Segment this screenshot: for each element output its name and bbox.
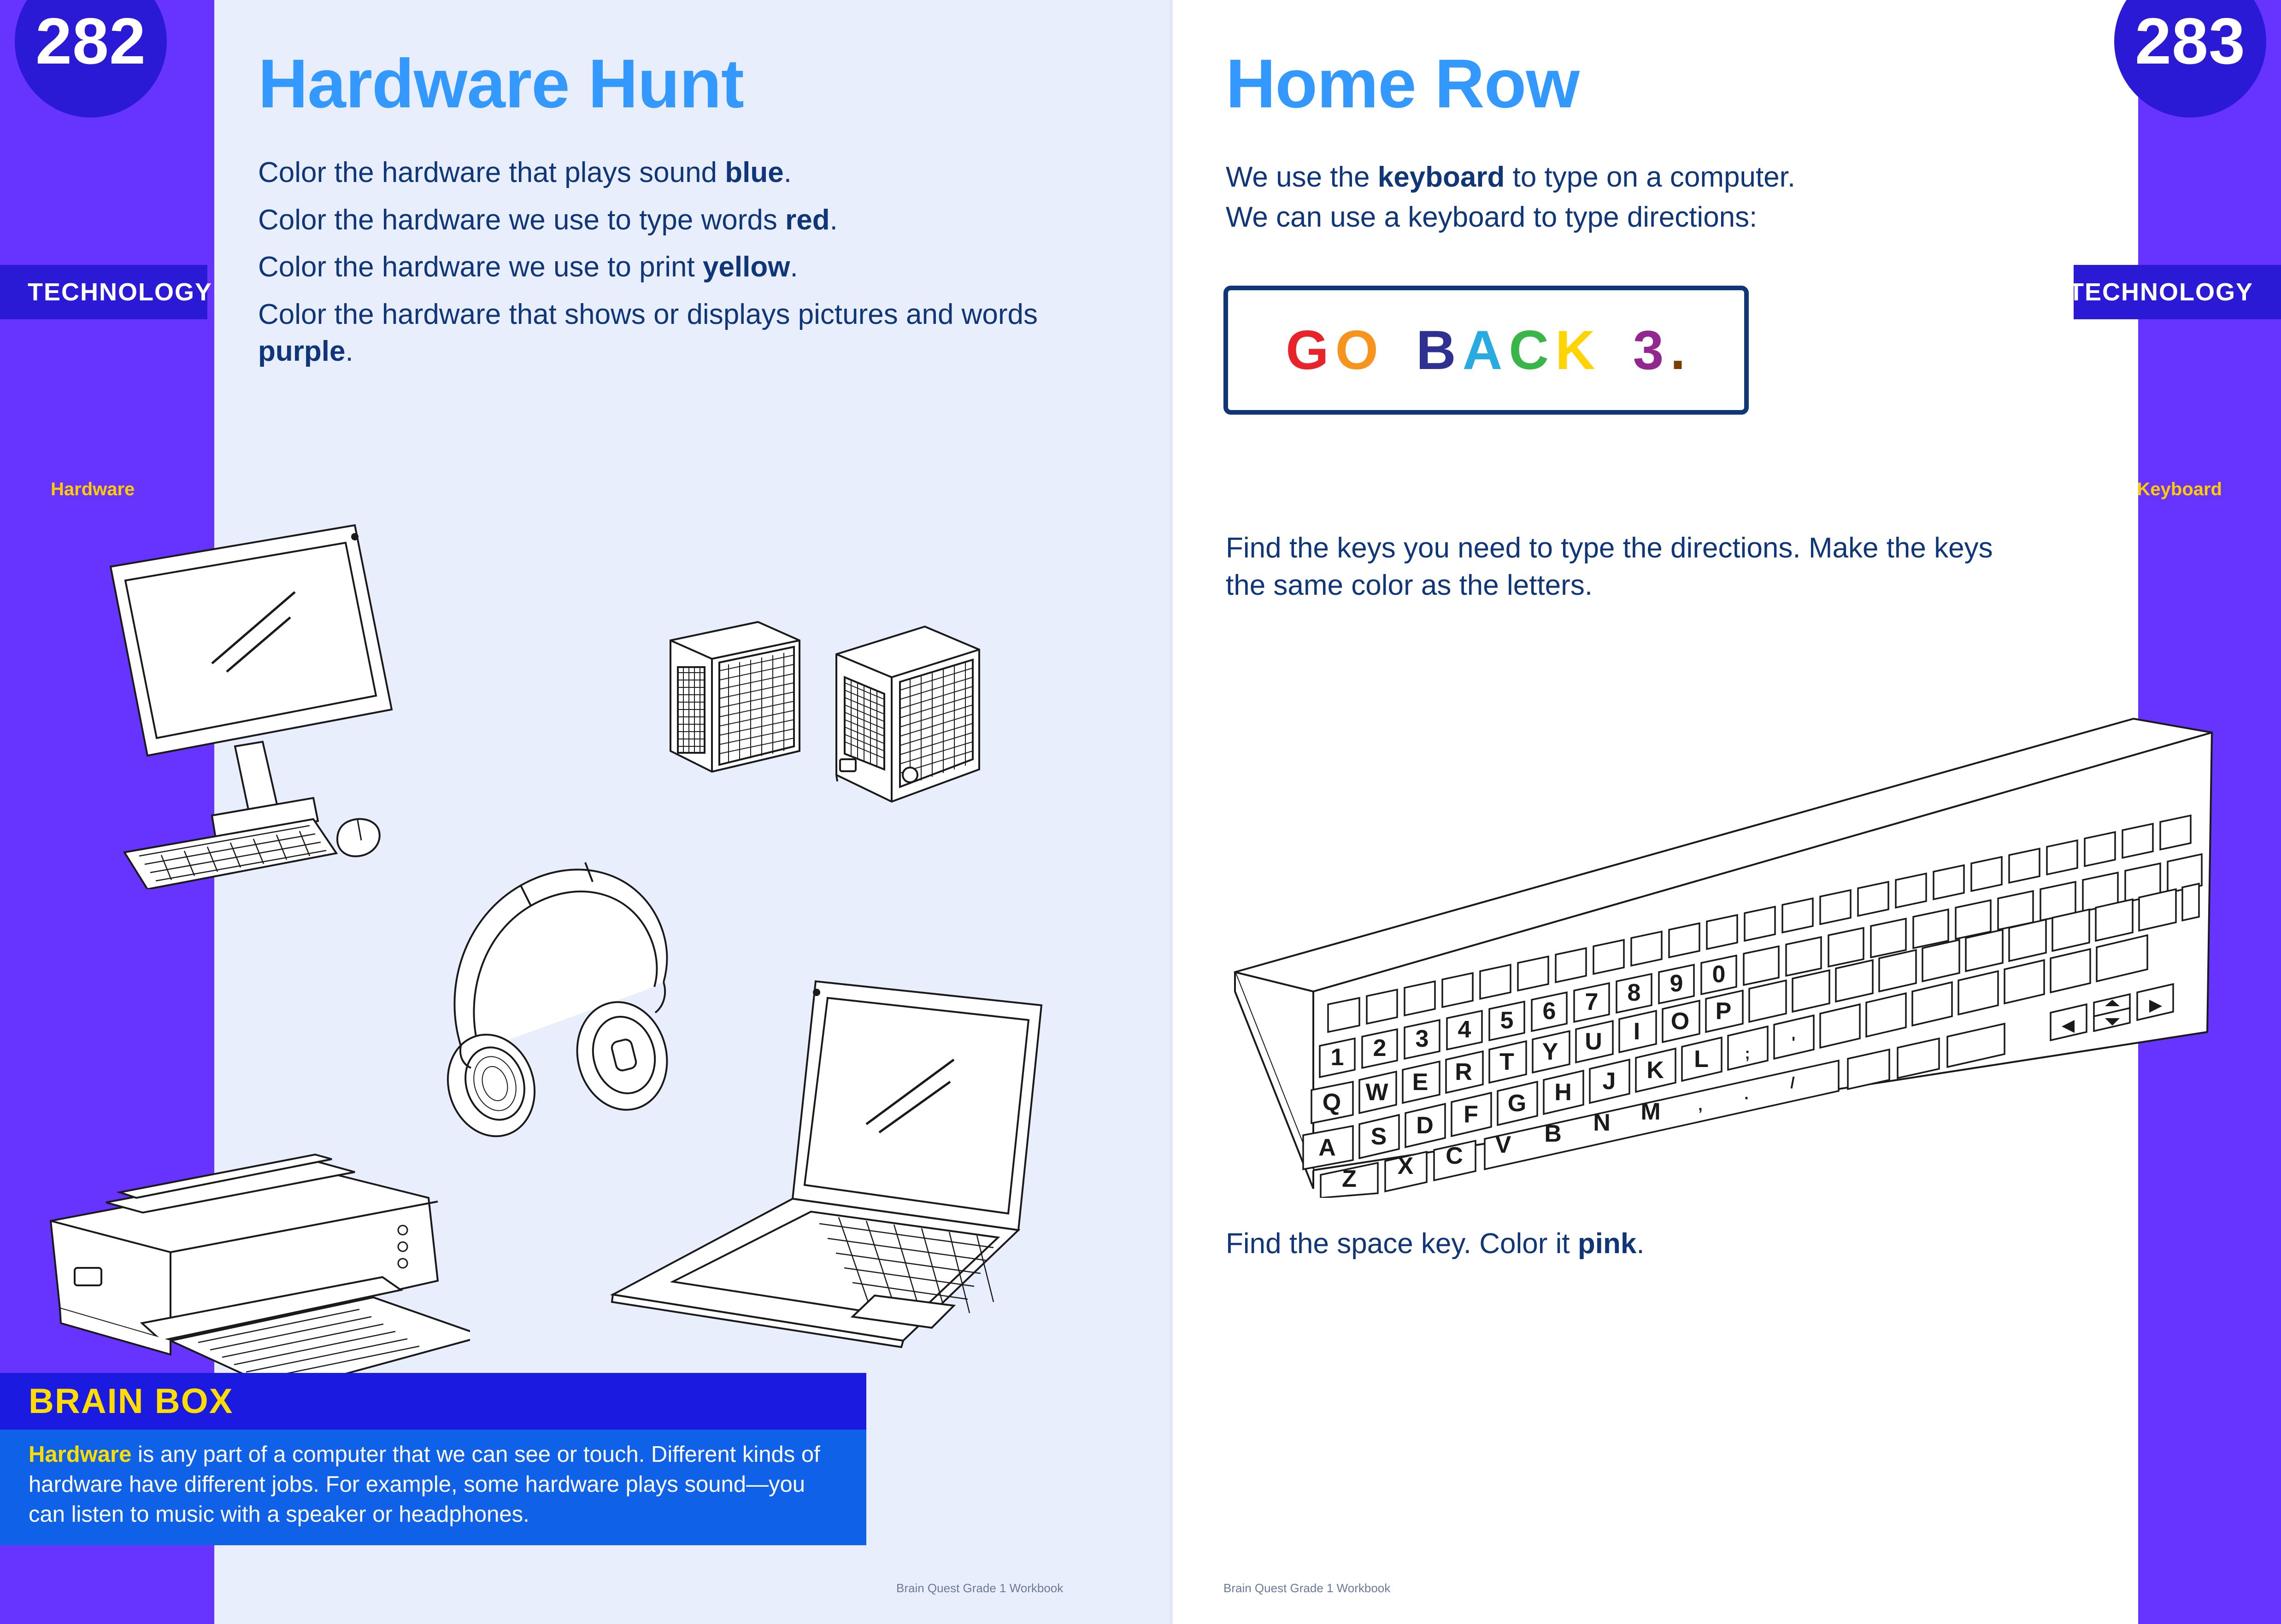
svg-text:H: H xyxy=(1554,1079,1572,1106)
directions-box xyxy=(1223,286,1749,415)
directions-letter: A xyxy=(1462,319,1504,381)
svg-text:5: 5 xyxy=(1500,1007,1514,1034)
svg-text:1: 1 xyxy=(1330,1044,1344,1071)
svg-text:C: C xyxy=(1446,1143,1463,1169)
brain-box-body xyxy=(0,1430,866,1545)
keyboard-legends xyxy=(1221,682,2226,1198)
svg-text:L: L xyxy=(1694,1046,1709,1073)
svg-text:E: E xyxy=(1412,1069,1429,1096)
svg-text:W: W xyxy=(1365,1079,1388,1106)
vocab-label-left: Hardware xyxy=(51,479,135,499)
brain-box xyxy=(0,1373,866,1545)
page-number-right: 283 xyxy=(2114,0,2266,117)
svg-text:0: 0 xyxy=(1712,961,1726,988)
svg-text:I: I xyxy=(1633,1018,1640,1045)
page-title-right: Home Row xyxy=(1226,45,1580,122)
svg-text:M: M xyxy=(1640,1098,1661,1125)
instruction-line: Color the hardware we use to type words red. xyxy=(258,204,838,236)
svg-text:T: T xyxy=(1499,1049,1514,1075)
svg-text:4: 4 xyxy=(1458,1016,1471,1043)
svg-text:U: U xyxy=(1585,1028,1602,1055)
directions-word-number xyxy=(1630,319,1689,381)
instructions-left xyxy=(258,154,1041,381)
subject-tab-right: TECHNOLOGY xyxy=(2074,265,2281,319)
svg-text:.: . xyxy=(1744,1085,1749,1103)
svg-text:J: J xyxy=(1602,1068,1616,1095)
directions-letter: O xyxy=(1335,319,1379,381)
svg-text:9: 9 xyxy=(1670,970,1683,997)
svg-text:X: X xyxy=(1397,1153,1414,1179)
svg-text:D: D xyxy=(1416,1112,1434,1139)
svg-text:N: N xyxy=(1593,1109,1611,1136)
brain-box-title: BRAIN BOX xyxy=(0,1373,866,1430)
task-space-key: Find the space key. Color it pink. xyxy=(1226,1228,1645,1260)
footer-left: Brain Quest Grade 1 Workbook xyxy=(896,1581,1064,1595)
directions-letter: G xyxy=(1286,319,1330,381)
svg-text:B: B xyxy=(1544,1120,1562,1147)
instruction-line: Color the hardware that plays sound blue. xyxy=(258,157,792,188)
directions-letter: B xyxy=(1416,319,1457,381)
subject-tab-left: TECHNOLOGY xyxy=(0,265,207,319)
artwork-desktop-computer xyxy=(97,511,558,889)
directions-letter: C xyxy=(1509,319,1550,381)
svg-text:8: 8 xyxy=(1627,979,1641,1006)
svg-text:3: 3 xyxy=(1415,1026,1429,1052)
svg-text:F: F xyxy=(1464,1101,1478,1128)
svg-text:O: O xyxy=(1670,1008,1690,1035)
svg-text:6: 6 xyxy=(1542,998,1556,1025)
svg-text:/: / xyxy=(1790,1074,1795,1092)
svg-text:S: S xyxy=(1370,1123,1387,1150)
svg-text:V: V xyxy=(1495,1132,1511,1158)
svg-text:R: R xyxy=(1455,1059,1472,1085)
intro-line: We can use a keyboard to type directions: xyxy=(1226,201,1758,233)
page-number-left: 282 xyxy=(15,0,167,117)
directions-letter: . xyxy=(1670,319,1687,381)
intro-line: We use the keyboard to type on a computer. xyxy=(1226,161,1796,193)
vocab-label-right: Keyboard xyxy=(2137,479,2222,499)
svg-text:Y: Y xyxy=(1542,1038,1558,1065)
task-find-keys: Find the keys you need to type the directions. Make the keys the same color as the letters. xyxy=(1226,532,1993,601)
svg-text:,: , xyxy=(1698,1096,1703,1114)
svg-text:Z: Z xyxy=(1342,1166,1357,1192)
svg-text:': ' xyxy=(1791,1034,1796,1051)
footer-right: Brain Quest Grade 1 Workbook xyxy=(1223,1581,1391,1595)
artwork-laptop xyxy=(590,972,1060,1354)
svg-text:A: A xyxy=(1318,1134,1336,1161)
page-title-left: Hardware Hunt xyxy=(258,45,744,122)
directions-word-back xyxy=(1413,319,1599,381)
instruction-line: Color the hardware we use to print yellow. xyxy=(258,251,798,283)
svg-text:K: K xyxy=(1646,1057,1664,1084)
svg-text:;: ; xyxy=(1745,1045,1750,1062)
svg-text:7: 7 xyxy=(1585,989,1599,1015)
svg-text:2: 2 xyxy=(1373,1035,1387,1061)
brain-box-keyword: Hardware xyxy=(29,1442,132,1467)
intro-right xyxy=(1226,159,2018,239)
directions-letter: K xyxy=(1555,319,1596,381)
directions-letter: 3 xyxy=(1633,319,1665,381)
artwork-speakers xyxy=(661,613,1044,829)
directions-word-go xyxy=(1283,319,1382,381)
instruction-line: Color the hardware that shows or displays pictures and words purple. xyxy=(258,298,1038,368)
brain-box-text: is any part of a computer that we can see or touch. Different kinds of hardware have different jobs. For example, some hardware plays sound—you can listen to music with a speaker or headphones. xyxy=(29,1442,820,1527)
svg-text:Q: Q xyxy=(1322,1089,1341,1116)
svg-text:P: P xyxy=(1715,998,1732,1025)
svg-text:G: G xyxy=(1507,1090,1527,1117)
